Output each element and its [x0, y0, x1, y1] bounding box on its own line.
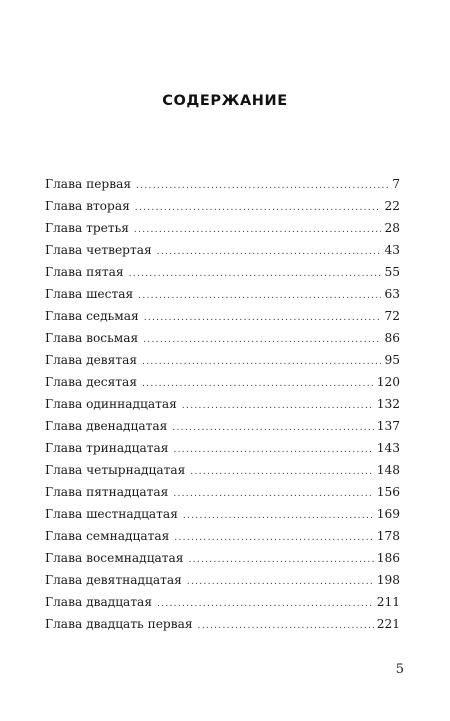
toc-entry-label: Глава четвертая: [45, 243, 152, 257]
toc-dot-leader: [129, 269, 382, 279]
toc-dot-leader: [172, 423, 373, 433]
toc-dot-leader: [134, 225, 382, 235]
toc-entry-page: 95: [384, 353, 400, 367]
toc-entry: [45, 397, 400, 419]
toc-entry-page: 63: [384, 287, 400, 301]
toc-entry-label: Глава восемнадцатая: [45, 551, 184, 565]
toc-entry-label: Глава семнадцатая: [45, 529, 170, 543]
toc-entry-page: 43: [384, 243, 400, 257]
toc-entry-page: 120: [376, 375, 400, 389]
toc-dot-leader: [157, 247, 382, 257]
toc-entry: [45, 573, 400, 595]
toc-entry: [45, 507, 400, 529]
table-of-contents: [45, 177, 400, 639]
toc-entry-page: 86: [384, 331, 400, 345]
toc-entry-label: Глава вторая: [45, 199, 130, 213]
toc-entry-page: 72: [384, 309, 400, 323]
toc-dot-leader: [183, 511, 374, 521]
toc-entry-label: Глава седьмая: [45, 309, 139, 323]
toc-entry: [45, 551, 400, 573]
toc-entry: [45, 287, 400, 309]
toc-entry-label: Глава пятнадцатая: [45, 485, 169, 499]
toc-dot-leader: [142, 379, 374, 389]
toc-entry-label: Глава одиннадцатая: [45, 397, 177, 411]
toc-entry-label: Глава восьмая: [45, 331, 139, 345]
toc-entry: [45, 419, 400, 441]
toc-entry-page: 132: [376, 397, 400, 411]
toc-dot-leader: [135, 203, 382, 213]
toc-dot-leader: [173, 489, 373, 499]
toc-entry-label: Глава первая: [45, 177, 132, 191]
toc-entry: [45, 243, 400, 265]
toc-dot-leader: [190, 467, 373, 477]
toc-entry-label: Глава девятнадцатая: [45, 573, 182, 587]
toc-entry: [45, 441, 400, 463]
toc-entry-page: 186: [376, 551, 400, 565]
toc-entry: [45, 485, 400, 507]
toc-entry-page: 178: [376, 529, 400, 543]
toc-entry-page: 28: [384, 221, 400, 235]
toc-entry-page: 148: [376, 463, 400, 477]
toc-entry: [45, 265, 400, 287]
toc-dot-leader: [182, 401, 374, 411]
toc-entry-page: 211: [376, 595, 400, 609]
toc-dot-leader: [136, 181, 389, 191]
toc-entry: [45, 309, 400, 331]
toc-entry-page: 198: [376, 573, 400, 587]
toc-entry-label: Глава двадцать первая: [45, 617, 193, 631]
toc-entry: [45, 331, 400, 353]
toc-entry-label: Глава шестая: [45, 287, 134, 301]
toc-dot-leader: [157, 599, 374, 609]
toc-entry-label: Глава двадцатая: [45, 595, 153, 609]
toc-entry-label: Глава девятая: [45, 353, 138, 367]
toc-entry-label: Глава четырнадцатая: [45, 463, 186, 477]
toc-entry: [45, 221, 400, 243]
toc-entry-label: Глава двенадцатая: [45, 419, 168, 433]
toc-entry-page: 156: [376, 485, 400, 499]
toc-entry-page: 143: [376, 441, 400, 455]
toc-entry-page: 221: [376, 617, 400, 631]
toc-entry-page: 169: [376, 507, 400, 521]
toc-dot-leader: [173, 445, 373, 455]
toc-dot-leader: [138, 291, 381, 301]
toc-entry: [45, 353, 400, 375]
toc-entry-page: 7: [392, 177, 400, 191]
toc-dot-leader: [143, 335, 381, 345]
toc-dot-leader: [174, 533, 373, 543]
toc-entry: [45, 177, 400, 199]
toc-entry-label: Глава тринадцатая: [45, 441, 169, 455]
toc-dot-leader: [142, 357, 381, 367]
toc-entry-label: Глава третья: [45, 221, 129, 235]
toc-entry: [45, 617, 400, 639]
toc-dot-leader: [198, 621, 374, 631]
toc-entry-page: 55: [384, 265, 400, 279]
toc-entry: [45, 199, 400, 221]
page-number: 5: [395, 662, 404, 677]
toc-entry: [45, 529, 400, 551]
toc-entry-label: Глава шестнадцатая: [45, 507, 178, 521]
toc-dot-leader: [144, 313, 382, 323]
toc-entry: [45, 375, 400, 397]
toc-entry: [45, 595, 400, 617]
toc-entry: [45, 463, 400, 485]
toc-entry-page: 22: [384, 199, 400, 213]
toc-dot-leader: [187, 577, 374, 587]
toc-entry-label: Глава десятая: [45, 375, 138, 389]
page-title: СОДЕРЖАНИЕ: [162, 93, 288, 109]
toc-dot-leader: [189, 555, 374, 565]
toc-entry-label: Глава пятая: [45, 265, 124, 279]
toc-entry-page: 137: [376, 419, 400, 433]
